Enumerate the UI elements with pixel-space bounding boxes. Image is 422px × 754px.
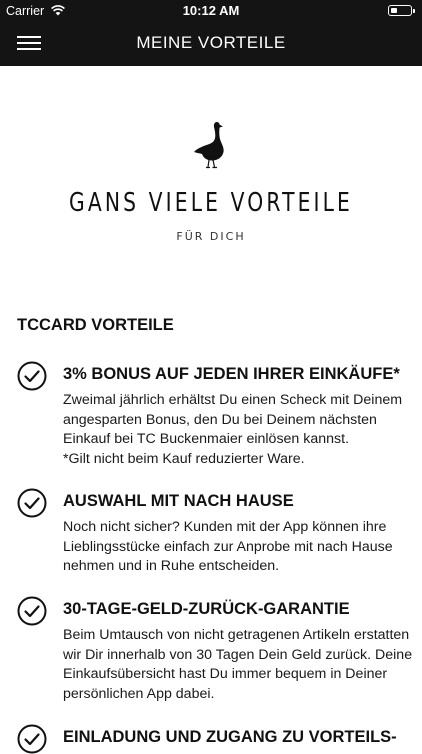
benefit-title: 30-TAGE-GELD-ZURÜCK-GARANTIE [63, 600, 350, 618]
benefit-title: 3% BONUS AUF JEDEN IHRER EINKÄUFE* [63, 365, 400, 383]
status-time: 10:12 AM [182, 3, 240, 18]
check-circle-icon [17, 361, 47, 391]
check-circle-icon [17, 488, 47, 518]
app-header [0, 0, 422, 66]
benefit-text: Zweimal jährlich erhältst Du einen Scheck mit Deinem angesparten Bonus, den Du bei Deinem nächsten Einkauf bei TC Buckenmaier einlösen kannst. *Gilt nicht beim Kauf reduzierter Ware. [63, 392, 403, 467]
status-bar [0, 0, 422, 22]
benefit-text: Beim Umtausch von nicht getragenen Artikeln erstatten wir Dir innerhalb von 30 Tagen Dein Geld zurück. Deine Einkaufsübersicht hast Du immer bequem in Deiner persönlichen App dabei. [63, 627, 413, 702]
battery-level [391, 8, 397, 13]
section-title: TCCARD VORTEILE [17, 316, 174, 334]
page-title: MEINE VORTEILE [136, 33, 286, 52]
benefit-title: EINLADUNG UND ZUGANG ZU VORTEILS- [63, 728, 397, 746]
carrier-label: Carrier [6, 4, 45, 18]
brand-title: GANS VIELE VORTEILE [69, 188, 353, 218]
check-circle-icon [17, 596, 47, 626]
benefit-title: AUSWAHL MIT NACH HAUSE [63, 492, 294, 510]
battery-icon [388, 5, 412, 16]
benefit-text: Noch nicht sicher? Kunden mit der App können ihre Lieblingsstücke einfach zur Anprobe mit nach Hause nehmen und in Ruhe entscheiden. [63, 519, 393, 574]
goose-icon [193, 120, 229, 170]
brand-subtitle: FÜR DICH [176, 230, 246, 243]
